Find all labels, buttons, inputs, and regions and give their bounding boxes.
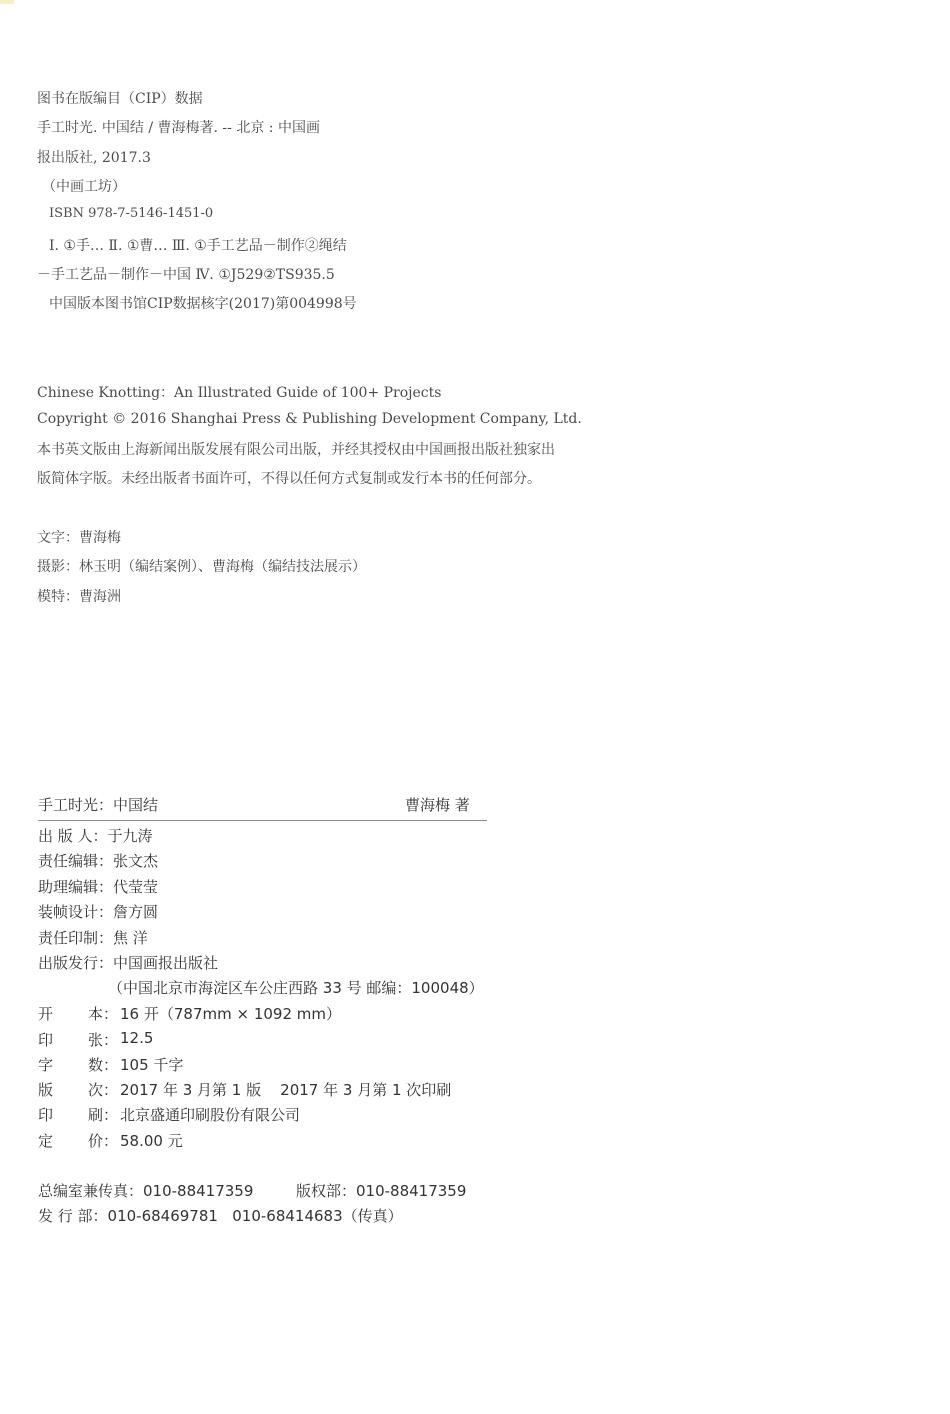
cip-line-5: Ⅰ. ①手… Ⅱ. ①曹… Ⅲ. ①手工艺品－制作②绳结 <box>49 238 347 254</box>
colophon-price-label-2: 价： <box>88 1132 119 1150</box>
colophon-edition-value: 2017 年 3 月第 1 版 2017 年 3 月第 1 次印刷 <box>120 1081 452 1099</box>
cip-line-7: 中国版本图书馆CIP数据核字(2017)第004998号 <box>49 296 357 312</box>
cip-line-3: （中画工坊） <box>42 179 126 195</box>
cip-line-1: 手工时光. 中国结 / 曹海梅著. -- 北京 : 中国画 <box>37 120 320 136</box>
colophon-printer-label-1: 印 <box>38 1106 54 1124</box>
credit-text: 文字：曹海梅 <box>37 530 121 546</box>
colophon-words-label-1: 字 <box>38 1056 54 1074</box>
colophon-format-label-2: 本： <box>88 1005 119 1023</box>
colophon-assistant-editor: 助理编辑：代莹莹 <box>38 878 159 896</box>
colophon-format-value: 16 开（787mm × 1092 mm） <box>120 1005 341 1023</box>
colophon-distributor: 出版发行：中国画报出版社 <box>38 954 219 972</box>
colophon-publisher-person: 出 版 人：于九涛 <box>38 827 153 845</box>
cip-isbn: ISBN 978-7-5146-1451-0 <box>49 206 214 221</box>
colophon-sheets-value: 12.5 <box>120 1029 154 1047</box>
colophon-printer-value: 北京盛通印刷股份有限公司 <box>120 1106 301 1124</box>
colophon-author: 曹海梅 著 <box>405 796 470 814</box>
cip-line-6: －手工艺品－制作－中国 Ⅳ. ①J529②TS935.5 <box>37 267 335 283</box>
colophon-format-label-1: 开 <box>38 1005 54 1023</box>
colophon-designer: 装帧设计：詹方圆 <box>38 903 159 921</box>
colophon-price-label-1: 定 <box>38 1132 54 1150</box>
page-corner-mark <box>0 0 14 4</box>
contact-distribution: 发 行 部：010-68469781 010-68414683（传真） <box>38 1207 403 1225</box>
contact-rights-dept: 版权部：010-88417359 <box>296 1182 467 1200</box>
colophon-sheets-label-1: 印 <box>38 1031 54 1049</box>
colophon-printer-label-2: 刷： <box>88 1106 119 1124</box>
cip-heading: 图书在版编目（CIP）数据 <box>37 91 203 107</box>
cip-line-2: 报出版社, 2017.3 <box>37 150 151 166</box>
colophon-divider <box>38 820 487 821</box>
colophon-sheets-label-2: 张： <box>88 1031 119 1049</box>
original-title: Chinese Knotting：An Illustrated Guide of 100+ Projects <box>37 385 442 401</box>
colophon-words-value: 105 千字 <box>120 1056 184 1074</box>
colophon-editor: 责任编辑：张文杰 <box>38 852 159 870</box>
colophon-edition-label-2: 次： <box>88 1081 119 1099</box>
contact-editorial-fax: 总编室兼传真：010-88417359 <box>38 1182 254 1200</box>
credit-photo: 摄影：林玉明（编结案例）、曹海梅（编结技法展示） <box>37 559 366 575</box>
colophon-print-manager: 责任印制：焦 洋 <box>38 929 148 947</box>
colophon-words-label-2: 数： <box>88 1056 119 1074</box>
colophon-price-value: 58.00 元 <box>120 1132 183 1150</box>
credit-model: 模特：曹海洲 <box>37 589 121 605</box>
rights-statement-1: 本书英文版由上海新闻出版发展有限公司出版，并经其授权由中国画报出版社独家出 <box>37 442 555 458</box>
colophon-book-title: 手工时光：中国结 <box>38 796 159 814</box>
colophon-edition-label-1: 版 <box>38 1081 54 1099</box>
colophon-address: （中国北京市海淀区车公庄西路 33 号 邮编：100048） <box>108 979 484 997</box>
copyright-line: Copyright © 2016 Shanghai Press & Publishing Development Company, Ltd. <box>37 411 582 427</box>
rights-statement-2: 版简体字版。未经出版者书面许可，不得以任何方式复制或发行本书的任何部分。 <box>37 471 541 487</box>
